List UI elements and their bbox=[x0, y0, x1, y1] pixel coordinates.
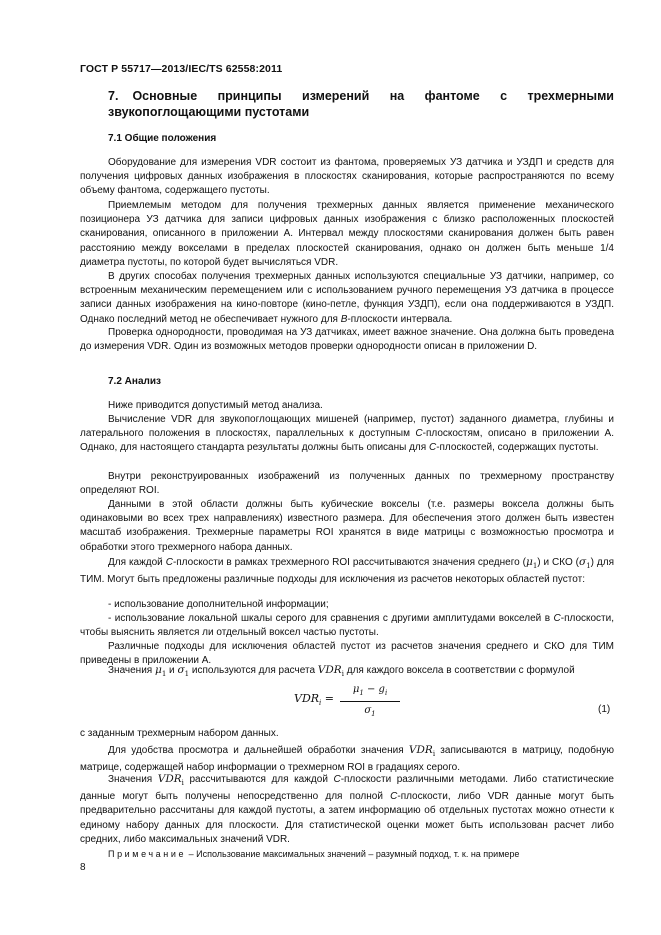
s71-paragraph-3: В других способах получения трехмерных данных используются специальные УЗ датчики, например, со встроенным механическим перемещением или с использованием ручного перемещения УЗ датчика в процессе записи данных изображения на кино-повторе (кино-петле, функция УЗДП), если она поддерживаются в УЗДП. Однако последний метод не обеспечивает нужного для В-плоскости интервала. bbox=[80, 271, 614, 325]
s72-paragraph-4: Данными в этой области должны быть кубические вокселы (т.е. размеры воксела должны быть одинаковыми во всех трех направлениях) известного размера. Для обеспечения этого должен быть известен масштаб изображения. Трехмерные параметры ROI хранятся в виде матрицы с возможностью просмотра и обработки этого трехмерного набора данных. bbox=[80, 499, 614, 553]
equation-number: (1) bbox=[598, 704, 611, 715]
section-7-number: 7. bbox=[108, 89, 119, 103]
s72-paragraph-8: Для удобства просмотра и дальнейшей обработки значения $VDR_i$ записываются в матрицу, подобную матрице, содержащей набор информации о трехмерном ROI в градациях серого. bbox=[80, 744, 614, 774]
note-label: Примечание bbox=[108, 849, 187, 859]
s71-paragraph-4: Проверка однородности, проводимая на УЗ датчиках, имеет важное значение. Она должна быть проведена до измерения VDR. Один из возможных методов проверки однородности описан в приложении D. bbox=[80, 327, 614, 353]
list-item-2: - использование локальной шкалы серого для сравнения с другими амплитудами вокселей в С-плоскости, чтобы выяснить является ли отдельный воксел частью пустоты. bbox=[80, 613, 614, 639]
s72-paragraph-9: Значения $VDR_i$ рассчитываются для каждой С-плоскости различными методами. Либо статистические данные могут быть получены непосредственно для полной С-плоскости, либо VDR данные могут быть предварительно рассчитаны для каждой пустоты, а затем информацию об отдельных пустотах можно отнести к единому набору данных для плоскости. Для статистической оценки может быть использован расчет либо средних, либо максимальных значений VDR. bbox=[80, 773, 614, 845]
s72-paragraph-3: Внутри реконструированных изображений из полученных данных по трехмерному пространству определяют ROI. bbox=[80, 471, 614, 497]
formula-denominator: $\sigma_1$ bbox=[364, 705, 376, 718]
formula-fraction bbox=[340, 683, 400, 721]
s72-paragraph-7: Значения $\mu_1$ и $\sigma_1$ используются для расчета $VDR_i$ для каждого воксела в соответствии с формулой bbox=[108, 664, 575, 678]
section-7-heading bbox=[108, 88, 614, 120]
subsection-7-1-title: 7.1 Общие положения bbox=[108, 133, 217, 144]
note-paragraph: Примечание – Использование максимальных значений – разумный подход, т. к. на примере bbox=[108, 849, 520, 859]
s71-paragraph-2: Приемлемым методом для получения трехмерных данных является применение механического позиционера УЗ датчика для записи цифровых данных изображения с близко расположенных плоскостей сканирования, описанного в приложении А. Интервал между плоскостями сканирования должен быть равен расстоянию между вокселами в пределах плоскостей сканирования, однако он должен быть меньше 1/4 диаметра пустоты, по которой будет вычисляться VDR. bbox=[80, 200, 614, 268]
document-header-standard: ГОСТ Р 55717—2013/IEC/TS 62558:2011 bbox=[80, 63, 283, 75]
mu-symbol: μ bbox=[525, 556, 533, 568]
s72-after-formula: с заданным трехмерным набором данных. bbox=[80, 728, 279, 739]
vdr-formula bbox=[294, 683, 414, 717]
subsection-7-2-title: 7.2 Анализ bbox=[108, 376, 161, 387]
section-7-title: Основные принципы измерений на фантоме с трехмерными звукопоглощающими пустотами bbox=[108, 89, 614, 119]
sigma-symbol: σ bbox=[579, 556, 587, 568]
page-number: 8 bbox=[80, 862, 86, 873]
s72-paragraph-1: Ниже приводится допустимый метод анализа. bbox=[108, 400, 323, 411]
s72-paragraph-5: Для каждой С-плоскости в рамках трехмерного ROI рассчитываются значения среднего $(\mu_1)$ и СКО $(\sigma_1)$ для ТИМ. Могут быть предложены различные подходы для исключения из расчетов некоторых областей пустот: bbox=[80, 556, 614, 586]
list-item-1: - использование дополнительной информации; bbox=[108, 599, 329, 610]
formula-numerator: $\mu_1 - g_i$ bbox=[352, 684, 388, 697]
s72-paragraph-6: Различные подходы для исключения областей пустот из расчетов значения среднего и СКО для ТИМ приведены в приложении А. bbox=[80, 641, 614, 667]
s71-paragraph-1: Оборудование для измерения VDR состоит из фантома, проверяемых УЗ датчика и УЗДП и средств для получения цифровых данных изображения в плоскостях сканирования, которые распространяются по всему объему фантома, содержащего пустоты. bbox=[80, 157, 614, 197]
fraction-bar bbox=[340, 701, 400, 702]
s72-paragraph-2: Вычисление VDR для звукопоглощающих мишеней (например, пустот) заданного диаметра, глубины и латерального положения в плоскостях, параллельных к доступным С-плоскостям, описано в приложении А. Однако, для настоящего стандарта результаты должны быть описаны для С-плоскостей, содержащих пустоты. bbox=[80, 414, 615, 454]
formula-lhs: $VDR_i$ = bbox=[294, 692, 335, 708]
